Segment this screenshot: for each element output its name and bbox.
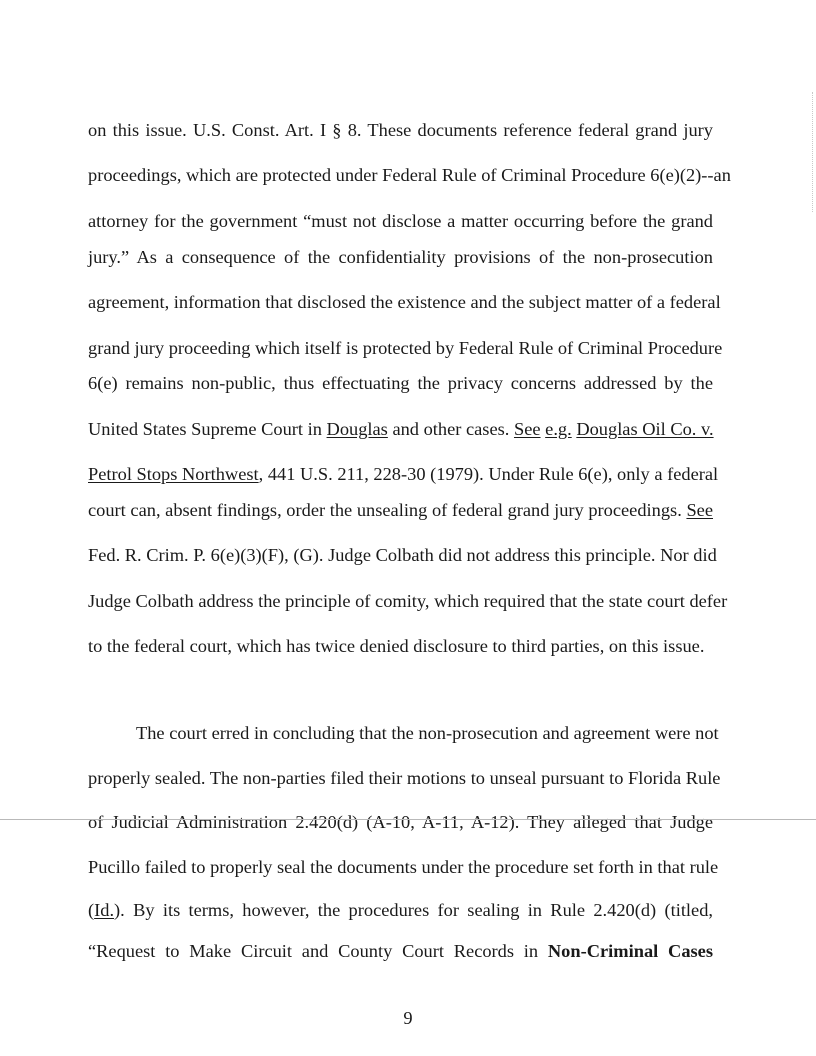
- text-run: court can, absent findings, order the unsealing of federal grand jury proceedings.: [88, 500, 687, 520]
- paragraph-1-line-12: Judge Colbath address the principle of comity, which required that the state court defer: [88, 591, 728, 611]
- text-run: , 441 U.S. 211, 228-30 (1979). Under Rule 6(e), only a federal: [258, 464, 719, 484]
- paragraph-1-line-4: jury.” As a consequence of the confidentiality provisions of the non-prosecution: [88, 247, 713, 267]
- paragraph-1-line-2: proceedings, which are protected under Federal Rule of Criminal Procedure 6(e)(2)--an: [88, 165, 731, 185]
- text-run: United States Supreme Court in: [88, 419, 327, 439]
- paragraph-2-line-6: [88, 939, 713, 963]
- paragraph-1-line-9: [88, 462, 719, 486]
- paragraph-1-line-5: agreement, information that disclosed the existence and the subject matter of a federal: [88, 292, 721, 312]
- signal-see: See: [513, 419, 541, 439]
- case-name-douglas-oil: Douglas Oil Co. v.: [576, 419, 714, 439]
- paragraph-2-line-3: of Judicial Administration 2.420(d) (A-10, A-11, A-12). They alleged that Judge: [88, 812, 713, 832]
- paragraph-1-line-7: 6(e) remains non-public, thus effectuating the privacy concerns addressed by the: [88, 373, 713, 393]
- text-run: (: [88, 900, 95, 920]
- paragraph-1-line-10: [88, 498, 713, 522]
- case-name-petrol-stops: Petrol Stops Northwest: [88, 464, 259, 484]
- paragraph-2-line-4: Pucillo failed to properly seal the documents under the procedure set forth in that rule: [88, 857, 719, 877]
- citation-id: Id.: [94, 900, 115, 920]
- scan-fold-line: [0, 819, 816, 820]
- text-run: “Request to Make Circuit and County Court Records in: [88, 941, 548, 961]
- paragraph-1-line-13: to the federal court, which has twice denied disclosure to third parties, on this issue.: [88, 636, 705, 656]
- paragraph-2-line-1: The court erred in concluding that the non-prosecution and agreement were not: [136, 723, 719, 743]
- paragraph-1-line-6: grand jury proceeding which itself is protected by Federal Rule of Criminal Procedure: [88, 338, 723, 358]
- page-number: 9: [403, 1008, 413, 1028]
- case-name-douglas: Douglas: [326, 419, 388, 439]
- paragraph-1-line-11: Fed. R. Crim. P. 6(e)(3)(F), (G). Judge Colbath did not address this principle. Nor did: [88, 545, 717, 565]
- bold-non-criminal-cases: Non-Criminal Cases: [547, 941, 713, 961]
- text-run: ). By its terms, however, the procedures for sealing in Rule 2.420(d) (titled,: [114, 900, 713, 920]
- paragraph-1-line-1: on this issue. U.S. Const. Art. I § 8. These documents reference federal grand jury: [88, 120, 713, 140]
- paragraph-2-line-5: [88, 898, 713, 922]
- paragraph-2-line-2: properly sealed. The non-parties filed their motions to unseal pursuant to Florida Rule: [88, 768, 721, 788]
- paragraph-1-line-3: attorney for the government “must not disclose a matter occurring before the grand: [88, 211, 713, 231]
- paragraph-1-line-8: [88, 417, 713, 441]
- scan-margin-mark: [812, 92, 813, 212]
- signal-eg: e.g.: [545, 419, 572, 439]
- signal-see: See: [686, 500, 713, 520]
- text-run: and other cases.: [387, 419, 514, 439]
